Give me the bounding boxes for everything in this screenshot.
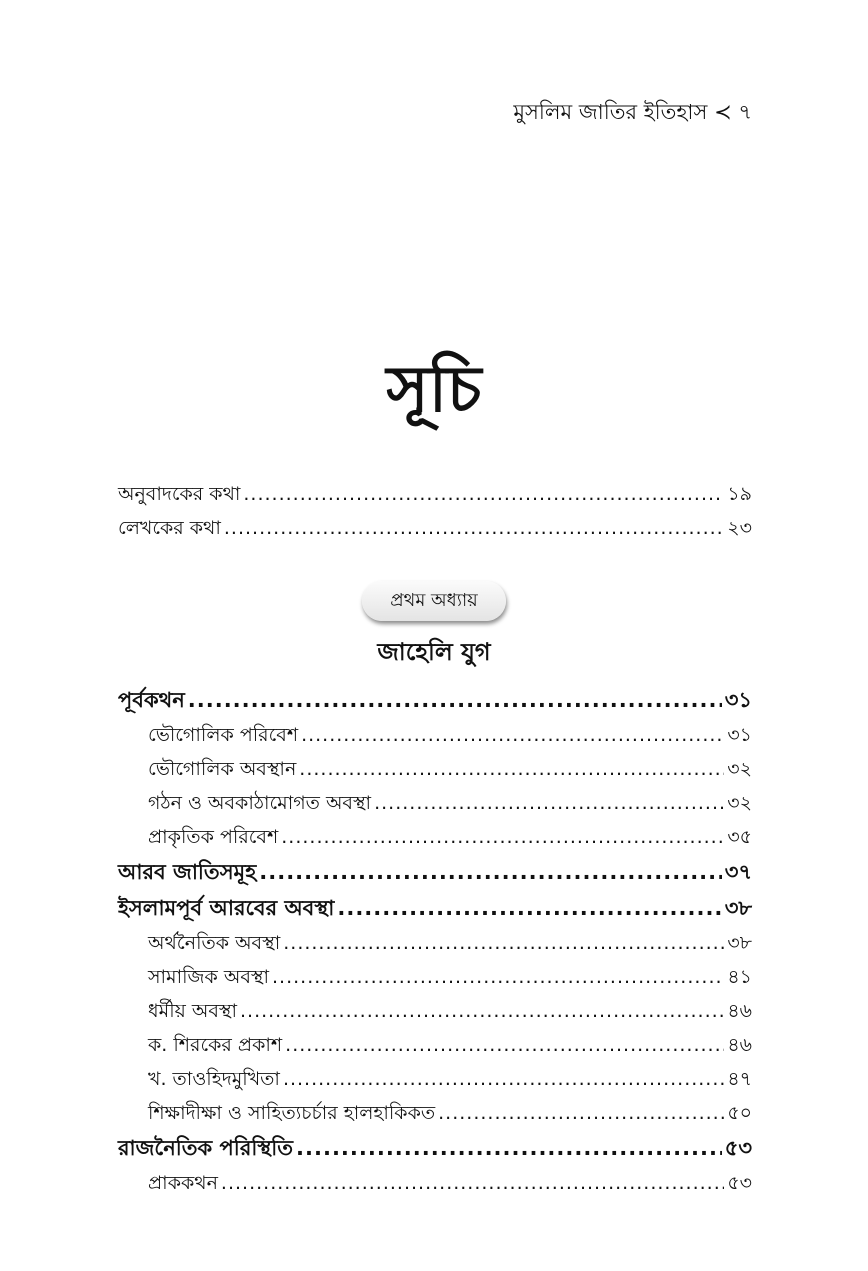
toc-row[interactable] (118, 854, 752, 890)
toc-leader-dots (283, 926, 724, 960)
toc-row[interactable] (118, 890, 752, 926)
toc-leader-dots (240, 994, 724, 1028)
toc-page-number: ৩৮ (724, 896, 752, 920)
toc-entry-title: সামাজিক অবস্থা (148, 966, 270, 988)
toc-page-number: ৪৬ (727, 1000, 752, 1022)
toc-row[interactable] (118, 1130, 752, 1166)
chapter-badge: প্রথম অধ্যায় (362, 581, 506, 621)
toc-row[interactable] (118, 682, 752, 718)
toc-entry-title: প্রাককথন (148, 1172, 218, 1194)
toc-leader-dots (296, 1130, 722, 1166)
chapter-title: জাহেলি যুগ (377, 638, 491, 666)
toc-leader-dots (374, 786, 724, 820)
toc-leader-dots (301, 718, 724, 752)
toc-entry-title: ধর্মীয় অবস্থা (148, 1000, 237, 1022)
toc-row[interactable] (118, 1096, 752, 1130)
toc-entry-title: রাজনৈতিক পরিস্থিতি (118, 1136, 294, 1160)
toc-page-number: ৫০ (727, 1102, 752, 1124)
toc-entry-title: ভৌগোলিক অবস্থান (148, 758, 297, 780)
running-header: মুসলিম জাতির ইতিহাস ≺ ৭ (513, 100, 752, 124)
toc-page-number: ৩২ (727, 792, 752, 814)
toc-page-number: ৩৮ (727, 932, 752, 954)
toc-page-number: ৩১ (724, 688, 752, 712)
toc-row[interactable] (118, 960, 752, 994)
toc-leader-dots (259, 854, 721, 890)
toc-row[interactable] (118, 994, 752, 1028)
toc-row[interactable] (118, 718, 752, 752)
toc-leader-dots (283, 1062, 724, 1096)
toc-row[interactable] (118, 926, 752, 960)
toc-row[interactable] (118, 1062, 752, 1096)
toc-leader-dots (438, 1096, 724, 1130)
toc-page-number: ৩২ (727, 758, 752, 780)
toc-page-number: ৫৩ (727, 1172, 752, 1194)
toc-entry-title: ক. শিরকের প্রকাশ (148, 1034, 283, 1056)
toc-leader-dots (285, 1028, 724, 1062)
toc-row[interactable] (118, 752, 752, 786)
toc-entry-title: আরব জাতিসমূহ (118, 860, 257, 884)
toc-page-number: ৫৩ (724, 1136, 752, 1160)
page-title: সূচি (386, 353, 482, 427)
toc-entry-title: গঠন ও অবকাঠামোগত অবস্থা (148, 792, 372, 814)
toc-page-number: ৪৭ (727, 1068, 752, 1090)
front-matter-list (118, 477, 752, 545)
toc-row[interactable] (118, 1166, 752, 1200)
toc-row-author-note[interactable] (118, 511, 752, 545)
toc-entry-title: খ. তাওহিদমুখিতা (148, 1068, 280, 1090)
toc-entry-title: শিক্ষাদীক্ষা ও সাহিত্যচর্চার হালহাকিকত (148, 1102, 436, 1124)
toc-row[interactable] (118, 820, 752, 854)
toc-entry-title: পূর্বকথন (118, 688, 185, 712)
toc-leader-dots (224, 511, 724, 545)
toc-entry-title: লেখকের কথা (118, 517, 221, 539)
toc-row[interactable] (118, 1028, 752, 1062)
toc-row[interactable] (118, 786, 752, 820)
toc-entry-title: অনুবাদকের কথা (118, 483, 241, 505)
toc-leader-dots (337, 890, 721, 926)
toc-page-number: ২৩ (727, 517, 752, 539)
toc-entry-title: অর্থনৈতিক অবস্থা (148, 932, 281, 954)
toc-leader-dots (281, 820, 724, 854)
toc-page-number: ৪১ (727, 966, 752, 988)
toc-leader-dots (188, 682, 722, 718)
toc-leader-dots (272, 960, 724, 994)
toc-page-number: ৩১ (727, 724, 752, 746)
toc-leader-dots (299, 752, 724, 786)
toc-entry-list (118, 682, 752, 1200)
toc-entry-title: প্রাকৃতিক পরিবেশ (148, 826, 279, 848)
toc-leader-dots (221, 1166, 724, 1200)
toc-page-number: ৪৬ (727, 1034, 752, 1056)
toc-page-number: ৩৭ (724, 860, 752, 884)
toc-row-translator-note[interactable] (118, 477, 752, 511)
toc-entry-title: ভৌগোলিক পরিবেশ (148, 724, 299, 746)
toc-page-number: ৩৫ (727, 826, 752, 848)
toc-entry-title: ইসলামপূর্ব আরবের অবস্থা (118, 896, 335, 920)
toc-page-number: ১৯ (727, 483, 752, 505)
toc-leader-dots (243, 477, 724, 511)
